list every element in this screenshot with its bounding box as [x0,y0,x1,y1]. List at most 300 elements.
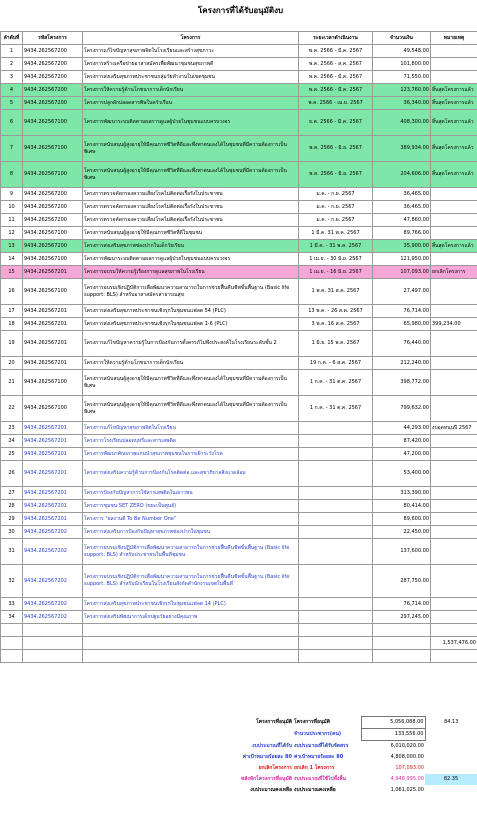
amount-cell[interactable]: 47,860.00 [373,214,431,227]
summary-row [175,717,477,729]
table-row [1,227,477,240]
project-name-cell[interactable]: โครงการส่งเสริมความรู้ด้านการป้องกันโรคติดต่อ และสุขาภิบาลสิ่งแวดล้อม [83,461,299,487]
row-number-cell[interactable]: 31 [1,539,23,565]
amount-cell[interactable]: 799,632.00 [373,396,431,422]
note-cell[interactable]: สิ้นสุดโครงการแล้ว [431,97,477,110]
table-row [1,84,477,97]
empty-row [1,637,477,650]
header-cell[interactable]: ลำดับที่ [1,32,23,45]
table-row [1,331,477,357]
amount-cell[interactable]: 22,450.00 [373,526,431,539]
project-name-cell[interactable]: โครงการอบรมเชิงปฏิบัติการเพื่อพัฒนาความสามารถในการช่วยฟื้นคืนชีพขั้นพื้นฐาน (Basic life support: BLS) สำหรับอาสาสมัครสาธารณสุข [83,279,299,305]
project-name-cell[interactable]: โครงการส่งเสริมพัฒนาการเด็กปฐมวัยอย่างมีคุณภาพ [83,611,299,624]
table-row [1,357,477,370]
amount-cell[interactable]: 47,200.00 [373,448,431,461]
period-cell[interactable]: ม.ค. - ก.ย. 2567 [299,188,373,201]
note-cell[interactable] [431,45,477,58]
summary-value-cell[interactable]: 133,556.00 [361,729,425,741]
project-code-cell[interactable]: 9434.262567100 [23,162,83,188]
row-number-cell[interactable]: 25 [1,448,23,461]
note-cell[interactable] [431,253,477,266]
empty-row [1,650,477,663]
table-row [1,422,477,435]
amount-cell[interactable]: 44,293.00 [373,422,431,435]
amount-cell[interactable]: 80,414.00 [373,500,431,513]
table-row [1,526,477,539]
project-name-cell[interactable]: โครงการชุมชน SET ZERO (ขยะเป็นศูนย์) [83,500,299,513]
project-name-cell[interactable]: โครงการพัฒนาระบบติดตามผลการดูแลผู้ป่วยในชุมชนแบบครบวงจร [83,253,299,266]
project-code-cell[interactable]: 9434.262567200 [23,84,83,97]
amount-cell[interactable]: 287,750.00 [373,565,431,598]
empty-cell[interactable] [299,650,373,663]
note-cell[interactable]: สิ้นสุดโครงการแล้ว [431,136,477,162]
project-code-cell[interactable]: 9434.262567200 [23,201,83,214]
header-cell[interactable]: โครงการ [83,32,299,45]
project-name-cell[interactable]: โครงการ "ผลงานดี To Be Number One" [83,513,299,526]
table-row [1,565,477,598]
note-cell[interactable] [431,331,477,357]
row-number-cell[interactable]: 15 [1,266,23,279]
project-name-cell[interactable]: โครงการตรวจคัดกรองความเสี่ยงโรคไม่ติดต่อเรื้อรังในประชาชน [83,188,299,201]
row-number-cell[interactable]: 34 [1,611,23,624]
project-code-cell[interactable]: 9434.262567100 [23,227,83,240]
amount-cell[interactable]: 204,606.00 [373,162,431,188]
period-cell[interactable]: 13 พ.ค. - 26 ส.ค. 2567 [299,305,373,318]
amount-cell[interactable]: 65,980.00 [373,318,431,331]
note-cell[interactable] [431,305,477,318]
amount-cell[interactable]: 27,497.00 [373,279,431,305]
table-row [1,71,477,84]
summary-extra-cell[interactable]: 84.13 [444,719,459,726]
note-cell[interactable]: งบอุดหนุนปี 2567 [431,422,477,435]
amount-cell[interactable]: 408,300.00 [373,110,431,136]
project-name-cell[interactable]: โครงการพัฒนาระบบติดตามผลการดูแลผู้ป่วยในชุมชนแบบครบวงจร [83,110,299,136]
note-cell[interactable] [431,598,477,611]
table-row [1,136,477,162]
summary-label-cell[interactable] [175,729,293,741]
period-cell[interactable] [299,448,373,461]
projects-table [0,31,477,663]
empty-cell[interactable] [83,650,299,663]
period-cell[interactable]: 19 ก.ค. - 6 ส.ค. 2567 [299,357,373,370]
note-cell[interactable] [431,487,477,500]
note-cell[interactable] [431,201,477,214]
extra-note-cell[interactable]: 1,537,476.00 [431,637,477,650]
project-name-cell[interactable]: โครงการส่งเสริมการป้องกันปัญหาสุขภาพช่องปากในชุมชน [83,526,299,539]
amount-cell[interactable]: 297,245.00 [373,611,431,624]
project-name-cell[interactable]: โครงการพัฒนาศักยภาพแกนนำสุขภาพชุมชนในการเฝ้าระวังโรค [83,448,299,461]
note-cell[interactable]: ยกเลิกโครงการ [431,266,477,279]
header-cell[interactable]: หมายเหตุ [431,32,477,45]
project-code-cell[interactable]: 9434.262567200 [23,58,83,71]
project-name-cell[interactable]: โครงการแก้ไขปัญหาสุขภาพจิตในโรงเรียน [83,422,299,435]
period-cell[interactable] [299,422,373,435]
project-code-cell[interactable]: 9434.262567201 [23,435,83,448]
summary-extra-cell[interactable]: 82.35 [425,774,477,785]
amount-cell[interactable]: 137,600.00 [373,539,431,565]
period-cell[interactable]: พ.ค. 2566 - มี.ค. 2567 [299,71,373,84]
amount-cell[interactable]: 36,465.00 [373,201,431,214]
project-name-cell[interactable]: โครงการโรงเรียนปลอดบุหรี่และสารเสพติด [83,435,299,448]
project-code-cell[interactable]: 9434.262567201 [23,266,83,279]
empty-cell[interactable] [299,624,373,637]
amount-cell[interactable]: 398,772.00 [373,370,431,396]
table-row [1,513,477,526]
note-cell[interactable] [431,611,477,624]
row-number-cell[interactable]: 17 [1,305,23,318]
row-number-cell[interactable]: 23 [1,422,23,435]
table-row [1,201,477,214]
project-code-cell[interactable]: 9434.262567100 [23,370,83,396]
table-row [1,253,477,266]
summary-label-cell[interactable]: ค่าเป้าหมายร้อยละ 80 [242,754,292,761]
summary-row [175,774,477,785]
note-cell[interactable]: สิ้นสุดโครงการแล้ว [431,162,477,188]
period-cell[interactable] [299,565,373,598]
table-row [1,448,477,461]
empty-row [1,624,477,637]
table-row [1,45,477,58]
note-cell[interactable] [431,448,477,461]
period-cell[interactable]: ม.ค. - ก.ย. 2567 [299,214,373,227]
table-row [1,97,477,110]
project-name-cell[interactable]: โครงการให้ความรู้ด้านโภชนาการเด็กนักเรียน [83,357,299,370]
summary-value-cell[interactable]: 107,093.00 [395,765,424,772]
row-number-cell[interactable]: 19 [1,331,23,357]
empty-cell[interactable] [373,650,431,663]
summary-extra-cell[interactable] [425,741,477,753]
empty-cell[interactable] [23,637,83,650]
project-code-cell[interactable]: 9434.262567202 [23,598,83,611]
amount-cell[interactable]: 87,420.00 [373,435,431,448]
amount-cell[interactable]: 35,900.00 [373,240,431,253]
amount-cell[interactable]: 123,760.00 [373,84,431,97]
project-code-cell[interactable]: 9434.262567201 [23,487,83,500]
amount-cell[interactable]: 212,240.00 [373,357,431,370]
period-cell[interactable]: พ.ค. 2566 - เม.ย. 2567 [299,97,373,110]
project-code-cell[interactable]: 9434.262567201 [23,422,83,435]
amount-cell[interactable]: 89,600.00 [373,513,431,526]
header-cell[interactable]: ระยะเวลาดำเนินงาน [299,32,373,45]
project-name-cell[interactable]: โครงการอบรมเชิงปฏิบัติการเพื่อพัฒนาความสามารถในการช่วยฟื้นคืนชีพขั้นพื้นฐาน (Basic life support: BLS) สำหรับประชาชนในพื้นที่ชุมชน [83,539,299,565]
summary-value-cell[interactable]: 4,948,995.00 [390,776,424,783]
amount-cell[interactable]: 101,800.00 [373,58,431,71]
period-cell[interactable] [299,539,373,565]
period-cell[interactable]: ธ.ค. 2566 - มี.ค. 2567 [299,110,373,136]
summary-row [175,741,477,753]
project-name-cell[interactable]: โครงการอบรมเชิงปฏิบัติการเพื่อพัฒนาความสามารถในการช่วยฟื้นคืนชีพขั้นพื้นฐาน (Basic life support: BLS) สำหรับนักเรียนในโรงเรียนสังกัดสำนักงานเขตในพื้นที่ [83,565,299,598]
row-number-cell[interactable]: 22 [1,396,23,422]
table-row [1,370,477,396]
summary-label2-cell[interactable]: ยกเลิก 1 โครงการ [294,765,335,772]
note-cell[interactable]: 399,234.00 [431,318,477,331]
project-name-cell[interactable]: โครงการส่งเสริมสุขภาพประชาชนเชิงรุกในชุมชนแฟลต 1-6 (PLC) [83,318,299,331]
row-number-cell[interactable]: 4 [1,84,23,97]
summary-label2-cell[interactable]: งบประมาณที่ได้รับจัดสรร [294,742,349,749]
amount-cell[interactable]: 76,714.00 [373,305,431,318]
row-number-cell[interactable]: 12 [1,227,23,240]
amount-cell[interactable]: 53,400.00 [373,461,431,487]
row-number-cell[interactable]: 33 [1,598,23,611]
project-name-cell[interactable]: โครงการอบรมให้ความรู้เรื่องการดูแลสุขภาพในโรงเรียน [83,266,299,279]
row-number-cell[interactable]: 14 [1,253,23,266]
project-code-cell[interactable]: 9434.262567202 [23,565,83,598]
empty-cell[interactable] [23,650,83,663]
project-code-cell[interactable]: 9434.262567201 [23,318,83,331]
summary-value-cell[interactable]: 1,061,025.00 [390,787,424,794]
header-cell[interactable]: รหัสโครงการ [23,32,83,45]
table-row [1,500,477,513]
header-cell[interactable]: จำนวนเงิน [373,32,431,45]
empty-cell[interactable] [373,637,431,650]
note-cell[interactable] [431,500,477,513]
project-code-cell[interactable]: 9434.262567202 [23,611,83,624]
summary-label-cell[interactable]: งบประมาณที่ได้รับ [252,742,292,749]
note-cell[interactable]: สิ้นสุดโครงการแล้ว [431,110,477,136]
note-cell[interactable] [431,396,477,422]
project-code-cell[interactable]: 9434.262567200 [23,214,83,227]
row-number-cell[interactable]: 1 [1,45,23,58]
project-name-cell[interactable]: โครงการสนับสนุนผู้สูงอายุให้มีคุณภาพชีวิตที่ดีและพึ่งพาตนเองได้ในชุมชนที่มีความต้องการเป็นพิเศษ [83,370,299,396]
project-code-cell[interactable]: 9434.262567100 [23,136,83,162]
project-code-cell[interactable]: 9434.262567201 [23,513,83,526]
project-code-cell[interactable]: 9434.262567201 [23,500,83,513]
period-cell[interactable]: ม.ค. - ก.ย. 2567 [299,201,373,214]
summary-value-cell[interactable]: 6,010,020.00 [390,743,424,750]
project-name-cell[interactable]: โครงการแก้ไขปัญหาความรู้ในการป้องกันการตั้งครรภ์ไม่พึงประสงค์ในโรงเรียนระดับชั้น 2 [83,331,299,357]
note-cell[interactable]: สิ้นสุดโครงการแล้ว [431,240,477,253]
note-cell[interactable] [431,279,477,305]
period-cell[interactable] [299,598,373,611]
project-name-cell[interactable]: โครงการให้ความรู้ด้านโภชนาการเด็กนักเรียน [83,84,299,97]
sheet-title: โครงการที่ได้รับอนุมัติงบ [198,6,284,15]
note-cell[interactable] [431,435,477,448]
period-cell[interactable]: 1 เม.ย. - 16 มิ.ย. 2567 [299,266,373,279]
period-cell[interactable]: พ.ค. 2566 - มี.ค. 2567 [299,84,373,97]
row-number-cell[interactable]: 8 [1,162,23,188]
project-name-cell[interactable]: โครงการส่งเสริมสุขภาพประชาชนเชิงรุกในชุมชนแฟลต 54 (PLC) [83,305,299,318]
row-number-cell[interactable]: 18 [1,318,23,331]
period-cell[interactable]: 1 มิ.ย. 15 พ.ค. 2567 [299,331,373,357]
summary-extra-cell[interactable] [425,763,477,774]
row-number-cell[interactable]: 32 [1,565,23,598]
row-number-cell[interactable]: 26 [1,461,23,487]
summary-label-cell[interactable]: โครงการที่อนุมัติ [256,719,292,726]
summary-label2-cell[interactable]: จำนวนประชากร(คน) [294,731,342,738]
project-name-cell[interactable]: โครงการส่งเสริมสุขภาพประชาชนเชิงรุกในชุมชนแฟลต 14 (PLC) [83,598,299,611]
project-code-cell[interactable]: 9434.262567100 [23,396,83,422]
row-number-cell[interactable]: 29 [1,513,23,526]
table-row [1,279,477,305]
period-cell[interactable]: พ.ค. 2566 - มิ.ย. 2567 [299,136,373,162]
summary-label-cell[interactable]: งบประมาณคงเหลือ [250,787,292,794]
row-number-cell[interactable]: 9 [1,188,23,201]
amount-cell[interactable]: 36,465.00 [373,188,431,201]
project-name-cell[interactable]: โครงการส่งเสริมสุขภาพช่องปากในเด็กวัยเรียน [83,240,299,253]
project-code-cell[interactable]: 9434.262567200 [23,45,83,58]
project-name-cell[interactable]: โครงการตรวจคัดกรองความเสี่ยงโรคไม่ติดต่อเรื้อรังในประชาชน [83,201,299,214]
project-code-cell[interactable]: 9434.262567201 [23,357,83,370]
period-cell[interactable] [299,487,373,500]
row-number-cell[interactable]: 27 [1,487,23,500]
row-number-cell[interactable]: 10 [1,201,23,214]
note-cell[interactable] [431,565,477,598]
project-name-cell[interactable]: โครงการสร้างเครือข่ายอาสาสมัครเพื่อพัฒนาชุมชนสุขภาพดี [83,58,299,71]
period-cell[interactable]: 1 มี.ค. - 31 พ.ค. 2567 [299,240,373,253]
period-cell[interactable] [299,611,373,624]
project-name-cell[interactable]: โครงการปลูกผักปลอดสารพิษในครัวเรือน [83,97,299,110]
summary-row [175,729,477,741]
project-code-cell[interactable]: 9434.262567200 [23,240,83,253]
note-cell[interactable] [431,539,477,565]
summary-row [175,763,477,774]
project-name-cell[interactable]: โครงการแก้ไขปัญหาสุขภาพจิตในโรงเรียนและสร้างสุขภาวะ [83,45,299,58]
period-cell[interactable]: 1 พ.ค. 31 ส.ค. 2567 [299,279,373,305]
note-cell[interactable] [431,526,477,539]
project-name-cell[interactable]: โครงการสนับสนุนผู้สูงอายุให้มีคุณภาพชีวิตที่ดีในชุมชน [83,227,299,240]
table-header-row [1,32,477,45]
empty-cell[interactable] [299,637,373,650]
project-code-cell[interactable]: 9434.262567200 [23,97,83,110]
row-number-cell[interactable]: 7 [1,136,23,162]
row-number-cell[interactable]: 21 [1,370,23,396]
row-number-cell[interactable]: 28 [1,500,23,513]
project-name-cell[interactable]: โครงการสนับสนุนผู้สูงอายุให้มีคุณภาพชีวิตที่ดีและพึ่งพาตนเองได้ในชุมชนที่มีความต้องการเป็นพิเศษ [83,162,299,188]
summary-row [175,785,477,796]
row-number-cell[interactable]: 16 [1,279,23,305]
row-number-cell[interactable]: 5 [1,97,23,110]
summary-extra-cell[interactable] [425,785,477,796]
project-code-cell[interactable]: 9434.262567202 [23,526,83,539]
summary-value-cell[interactable]: 4,808,000.00 [390,754,424,761]
project-code-cell[interactable]: 9434.262567201 [23,448,83,461]
project-name-cell[interactable]: โครงการสนับสนุนผู้สูงอายุให้มีคุณภาพชีวิตที่ดีและพึ่งพาตนเองได้ในชุมชนที่มีความต้องการเป็นพิเศษ [83,136,299,162]
table-row [1,214,477,227]
empty-cell[interactable] [1,637,23,650]
amount-cell[interactable]: 389,934.00 [373,136,431,162]
summary-label-cell[interactable]: หลังหักโครงการที่อนุมัติ [240,776,292,783]
amount-cell[interactable]: 49,548.00 [373,45,431,58]
row-number-cell[interactable]: 24 [1,435,23,448]
project-code-cell[interactable]: 9434.262567100 [23,279,83,305]
project-code-cell[interactable]: 9434.262567100 [23,110,83,136]
row-number-cell[interactable]: 30 [1,526,23,539]
table-row [1,318,477,331]
note-cell[interactable] [431,357,477,370]
amount-cell[interactable]: 36,340.00 [373,97,431,110]
summary-label-cell[interactable]: ยกเลิกโครงการ [258,765,292,772]
period-cell[interactable] [299,435,373,448]
amount-cell[interactable]: 76,440.00 [373,331,431,357]
summary-table [175,716,477,796]
summary-label2-cell[interactable]: โครงการที่อนุมัติ [294,719,330,726]
empty-cell[interactable] [83,637,299,650]
table-row [1,58,477,71]
period-cell[interactable]: พ.ค. 2566 - มี.ค. 2567 [299,45,373,58]
note-cell[interactable] [431,214,477,227]
period-cell[interactable]: 3 พ.ค. 16 ส.ค. 2567 [299,318,373,331]
note-cell[interactable] [431,513,477,526]
period-cell[interactable] [299,500,373,513]
sheet-title-bar [0,0,477,20]
table-row [1,611,477,624]
amount-cell[interactable]: 121,950.00 [373,253,431,266]
period-cell[interactable]: 1 ก.ค. - 31 ต.ค. 2567 [299,370,373,396]
row-number-cell[interactable]: 13 [1,240,23,253]
project-code-cell[interactable]: 9434.262567201 [23,331,83,357]
table-row [1,305,477,318]
row-number-cell[interactable]: 6 [1,110,23,136]
empty-cell[interactable] [1,624,23,637]
table-row [1,188,477,201]
summary-row [175,752,477,763]
period-cell[interactable]: พ.ค. 2566 - มิ.ย. 2567 [299,162,373,188]
project-code-cell[interactable]: 9434.262567200 [23,188,83,201]
summary-extra-cell[interactable] [425,752,477,763]
project-code-cell[interactable]: 9434.262567200 [23,71,83,84]
project-name-cell[interactable]: โครงการป้องกันปัญหาการใช้สารเสพติดในเยาวชน [83,487,299,500]
project-code-cell[interactable]: 9434.262567202 [23,539,83,565]
summary-label2-cell[interactable]: งบประมาณคงเหลือ [294,787,336,794]
row-number-cell[interactable]: 2 [1,58,23,71]
summary-label2-cell[interactable]: ค่าเป้าหมายร้อยละ 80 [294,754,344,761]
note-cell[interactable]: สิ้นสุดโครงการแล้ว [431,84,477,97]
project-name-cell[interactable]: โครงการสนับสนุนผู้สูงอายุให้มีคุณภาพชีวิตที่ดีและพึ่งพาตนเองได้ในชุมชนที่มีความต้องการเป็นพิเศษ [83,396,299,422]
period-cell[interactable] [299,461,373,487]
note-cell[interactable] [431,58,477,71]
empty-cell[interactable] [1,650,23,663]
period-cell[interactable]: 1 เม.ย. - 30 มิ.ย. 2567 [299,253,373,266]
project-name-cell[interactable]: โครงการตรวจคัดกรองความเสี่ยงโรคไม่ติดต่อเรื้อรังในประชาชน [83,214,299,227]
note-cell[interactable] [431,370,477,396]
project-code-cell[interactable]: 9434.262567201 [23,305,83,318]
row-number-cell[interactable]: 11 [1,214,23,227]
note-cell[interactable] [431,188,477,201]
empty-cell[interactable] [431,650,477,663]
amount-cell[interactable]: 76,714.00 [373,598,431,611]
empty-cell[interactable] [83,624,299,637]
summary-value-cell[interactable]: 5,056,088.00 [361,717,425,729]
project-name-cell[interactable]: โครงการส่งเสริมสุขภาพประชาชนกลุ่มวัยทำงานในเขตชุมชน [83,71,299,84]
project-code-cell[interactable]: 9434.262567201 [23,461,83,487]
note-cell[interactable] [431,71,477,84]
amount-cell[interactable]: 107,093.00 [373,266,431,279]
empty-cell[interactable] [23,624,83,637]
table-row [1,110,477,136]
summary-label2-cell[interactable]: งบประมาณที่ใช้ไปทั้งสิ้น [294,776,346,783]
row-number-cell[interactable]: 20 [1,357,23,370]
note-cell[interactable] [431,227,477,240]
project-code-cell[interactable]: 9434.262567100 [23,253,83,266]
period-cell[interactable] [299,513,373,526]
summary-extra-cell[interactable] [425,729,477,741]
empty-cell[interactable] [431,624,477,637]
period-cell[interactable]: พ.ค. 2566 - ส.ค. 2567 [299,58,373,71]
empty-cell[interactable] [373,624,431,637]
row-number-cell[interactable]: 3 [1,71,23,84]
period-cell[interactable]: 1 มี.ค. 31 พ.ค. 2567 [299,227,373,240]
period-cell[interactable] [299,526,373,539]
note-cell[interactable] [431,461,477,487]
amount-cell[interactable]: 313,390.00 [373,487,431,500]
table-row [1,435,477,448]
period-cell[interactable]: 1 ก.ค. - 31 ต.ค. 2567 [299,396,373,422]
table-row [1,266,477,279]
table-row [1,240,477,253]
amount-cell[interactable]: 89,766.00 [373,227,431,240]
table-row [1,396,477,422]
amount-cell[interactable]: 71,550.00 [373,71,431,84]
